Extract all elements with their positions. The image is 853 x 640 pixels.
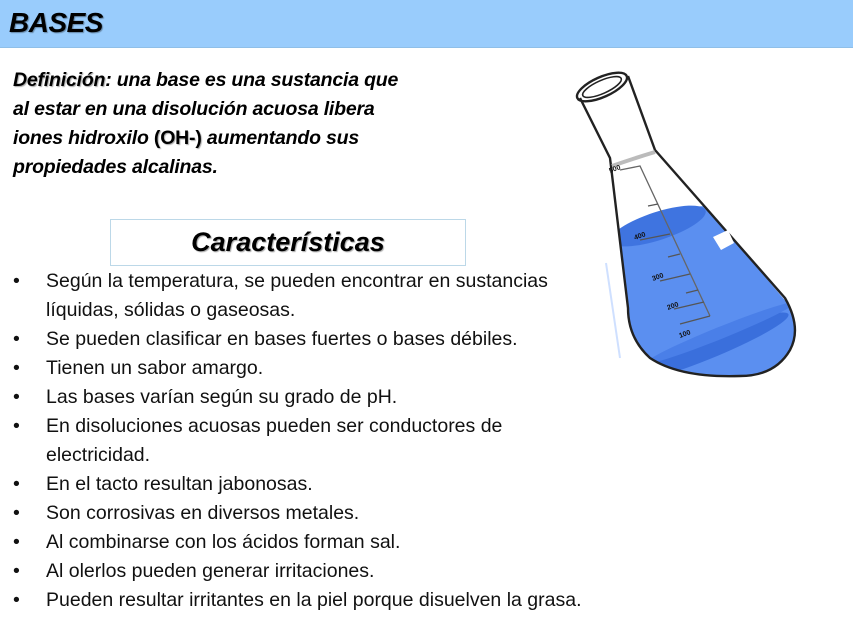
definition-text [13, 66, 433, 182]
erlenmeyer-flask-icon [540, 58, 853, 388]
definition-line-2: al estar en una disolución acuosa libera [13, 98, 375, 120]
list-item: • Al combinarse con los ácidos forman sal. [0, 528, 680, 557]
definition-line-4: propiedades alcalinas. [13, 156, 218, 178]
bullet-icon: • [13, 473, 20, 495]
list-item: • Tienen un sabor amargo. [0, 354, 680, 383]
bullet-icon: • [13, 357, 20, 379]
bullet-icon: • [13, 531, 20, 553]
bullet-icon: • [13, 560, 20, 582]
bullet-icon: • [13, 328, 20, 350]
list-item: • Se pueden clasificar en bases fuertes o bases débiles. [0, 325, 680, 354]
bullet-icon: • [13, 270, 20, 292]
bullet-icon: • [13, 386, 20, 408]
list-item: • Al olerlos pueden generar irritaciones. [0, 557, 680, 586]
graduation-100: 100 [678, 329, 692, 340]
definition-line-3: iones hidroxilo (OH-) aumentando sus [13, 127, 360, 149]
bullet-icon: • [13, 589, 20, 611]
slide-header [0, 0, 853, 48]
bullet-icon: • [13, 415, 20, 437]
graduation-400: 400 [633, 231, 647, 242]
list-item: • Pueden resultar irritantes en la piel porque disuelven la grasa. [0, 586, 680, 615]
list-item: • Son corrosivas en diversos metales. [0, 499, 680, 528]
list-item: • En el tacto resultan jabonosas. [0, 470, 680, 499]
list-item: • En disoluciones acuosas pueden ser conductores de electricidad. [0, 412, 680, 470]
graduation-300: 300 [651, 272, 665, 283]
definition-line-1: Definición: una base es una sustancia que [13, 69, 399, 91]
graduation-200: 200 [666, 301, 680, 312]
characteristics-heading: Características [191, 227, 385, 257]
bullet-icon: • [13, 502, 20, 524]
hydroxide-ion: (OH-) [153, 127, 202, 149]
list-item: • Las bases varían según su grado de pH. [0, 383, 680, 412]
slide-title: BASES [9, 7, 103, 38]
graduation-500: 500 [608, 164, 622, 175]
characteristics-heading-box [110, 219, 466, 266]
definition-term: Definición [13, 69, 106, 91]
list-item: • Según la temperatura, se pueden encontrar en sustancias líquidas, sólidas o gaseosas. [0, 267, 680, 325]
